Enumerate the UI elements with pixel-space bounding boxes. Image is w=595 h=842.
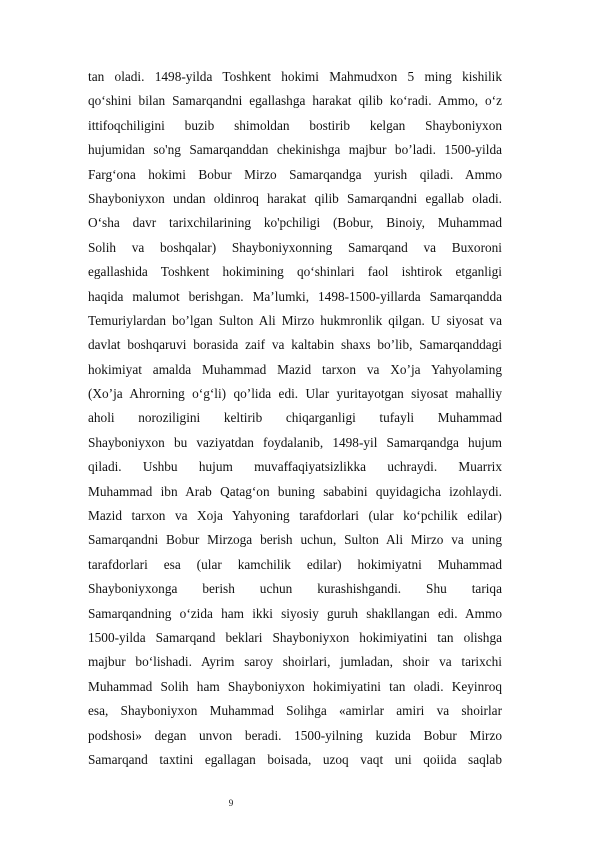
text-line: Solih va boshqalar) Shayboniyxonning Samarqand va Buxoroni [88,239,502,255]
text-line: hokimiyat amalda Muhammad Mazid tarxon va Xo’ja Yahyolaming [88,361,502,377]
text-line: qiladi. Ushbu hujum muvaffaqiyatsizlikka uchraydi. Muarrix [88,459,502,475]
text-line: (Xo’ja Ahrorning o‘g‘li) qo’lida edi. Ular yuritayotgan siyosat mahalliy [88,386,502,402]
text-line: Shayboniyxonga berish uchun kurashishgandi. Shu tariqa [88,581,502,597]
text-line: Temuriylardan bo’lgan Sulton Ali Mirzo hukmronlik qilgan. U siyosat va [88,312,502,328]
text-line: aholi noroziligini keltirib chiqarganligi tufayli Muhammad [88,410,502,426]
text-line: majbur bo‘lishadi. Ayrim saroy shoirlari, jumladan, shoir va tarixchi [88,654,502,670]
text-line: podshosi» degan unvon beradi. 1500-yilning kuzida Bobur Mirzo [88,727,502,743]
text-line: tarafdorlari esa (ular kamchilik edilar) hokimiyatni Muhammad [88,556,502,572]
text-line: egallashida Toshkent hokimining qo‘shinlari faol ishtirok etganligi [88,264,502,280]
body-text [88,65,502,772]
text-line: davlat boshqaruvi borasida zaif va kaltabin shaxs bo’lib, Samarqanddagi [88,337,502,353]
text-line: Mazid tarxon va Xoja Yahyoning tarafdorlari (ular ko‘pchilik edilar) [88,508,502,524]
text-line: Samarqand taxtini egallagan boisada, uzoq vaqt uni qoiida saqlab [88,751,502,767]
text-line: Muhammad ibn Arab Qatag‘on buning sababini quyidagicha izohlaydi. [88,483,502,499]
text-line: 1500-yilda Samarqand beklari Shayboniyxon hokimiyatini tan olishga [88,629,502,645]
text-line: Muhammad Solih ham Shayboniyxon hokimiyatini tan oladi. Keyinroq [88,678,502,694]
text-line: Shayboniyxon undan oldinroq harakat qilib Samarqandni egallab oladi. [88,190,502,206]
text-line: O‘sha davr tarixchilarining ko'pchiligi (Bobur, Binoiy, Muhammad [88,215,502,231]
text-line: hujumidan so'ng Samarqanddan chekinishga majbur bo’ladi. 1500-yilda [88,142,502,158]
text-line: haqida malumot berishgan. Ma’lumki, 1498-1500-yillarda Samarqandda [88,288,502,304]
text-line: qo‘shini bilan Samarqandni egallashga harakat qilib ko‘radi. Ammo, o‘z [88,93,502,109]
text-line: tan oladi. 1498-yilda Toshkent hokimi Mahmudxon 5 ming kishilik [88,69,502,84]
text-line: Samarqandni Bobur Mirzoga berish uchun, Sulton Ali Mirzo va uning [88,532,502,548]
text-line: esa, Shayboniyxon Muhammad Solihga «amirlar amiri va shoirlar [88,703,502,719]
text-line: Farg‘ona hokimi Bobur Mirzo Samarqandga yurish qiladi. Ammo [88,166,502,182]
text-line: Samarqandning o‘zida ham ikki siyosiy guruh shakllangan edi. Ammo [88,605,502,621]
text-line: Shayboniyxon bu vaziyatdan foydalanib, 1498-yil Samarqandga hujum [88,434,502,450]
text-line: ittifoqchiligini buzib shimoldan bostirib kelgan Shayboniyxon [88,117,502,133]
page-number: 9 [228,798,234,808]
